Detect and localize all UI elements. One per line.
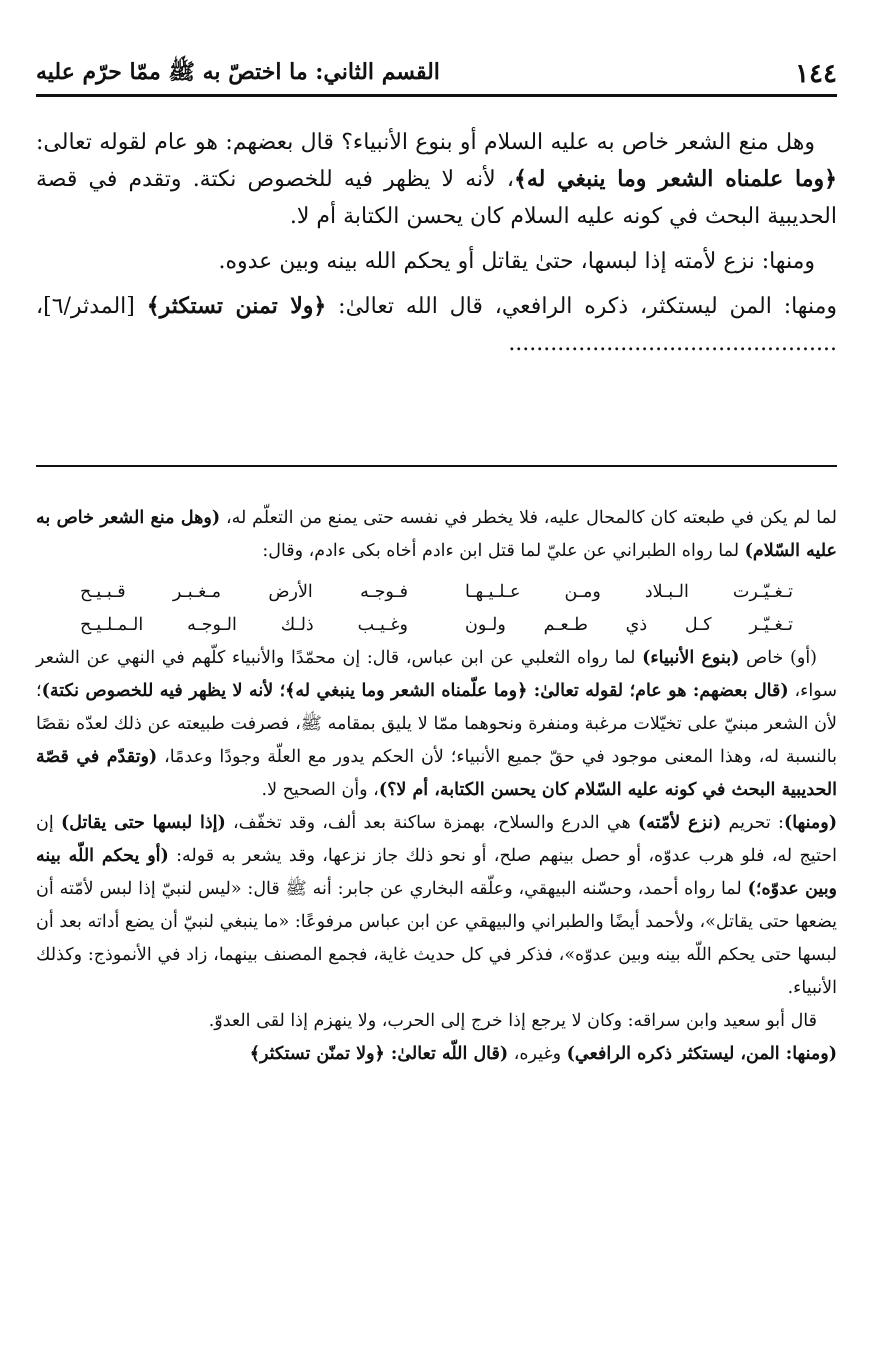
poem-hemistich: تـغـيّـر كـل ذي طـعـم ولـون: [465, 615, 793, 635]
quoted-matn: (ومنها: المن، ليستكثر ذكره الرافعي): [566, 1044, 837, 1064]
text-run: إن احتيج له، فلو هرب عدوّه، أو حصل بينهم صلح، أو نحو ذلك جاز نزعها، وقد يشعر به قوله:: [36, 813, 837, 866]
poem: [80, 576, 793, 642]
quoted-matn: (ومنها): [783, 813, 838, 833]
commentary-paragraph: [36, 1038, 837, 1071]
quran-quote: ﴿ولا تمنن تستكثر﴾: [146, 293, 327, 319]
commentary-paragraph: [36, 642, 837, 807]
commentary-paragraph: [36, 807, 837, 1005]
main-paragraph: [36, 243, 837, 280]
main-paragraph: [36, 288, 837, 362]
text-run: ، وأن الصحيح لا.: [261, 780, 379, 800]
commentary-text: [36, 502, 837, 1071]
text-run: لما رواه الثعلبي عن ابن عباس، قال: إن محمّدًا والأنبياء كلّهم في النهي عن الشعر سواء،: [36, 648, 837, 701]
poem-line: [80, 576, 793, 609]
text-run: (أو) خاص: [739, 648, 818, 668]
quoted-matn: (وهل منع الشعر خاص به عليه السّلام): [36, 508, 837, 561]
text-run: هي الدرع والسلاح، بهمزة ساكنة بعد ألف، وقد تخفّف،: [225, 813, 638, 833]
text-run: لما رواه الطبراني عن عليّ لما قتل ابن ءادم أخاه بكى ءادم، وقال:: [262, 541, 745, 561]
commentary-paragraph: [36, 1005, 837, 1038]
text-run: قال أبو سعيد وابن سراقه: وكان لا يرجع إذا خرج إلى الحرب، ولا ينهزم إذا لقى العدوّ.: [208, 1011, 817, 1031]
quoted-matn: (قال اللّه تعالىٰ: ﴿ولا تمنّن تستكثر﴾: [249, 1044, 509, 1064]
text-run: ؛ لأن الشعر مبنيّ على تخيّلات مرغبة ومنفرة ونحوهما ممّا لا يليق بمقامه ﷺ، فصرفت طبيعته عن ذلك لعدّه نقصًا بالنسبة له، وهذا المعنى موجود في حقّ جميع الأنبياء؛ لأن الحكم يدور مع العلّة وجودًا وعدمًا،: [36, 681, 837, 767]
text-run: : تحريم: [721, 813, 784, 833]
text-run: وغيره،: [508, 1044, 567, 1064]
running-header: [36, 54, 837, 97]
quoted-matn: (وتقدّم في قصّة الحديبية البحث في كونه عليه السّلام كان يحسن الكتابة، أم لا؟): [36, 747, 837, 800]
quoted-matn: (نزع لأمّته): [637, 813, 722, 833]
text-run: ومنها: نزع لأمته إذا لبسها، حتىٰ يقاتل أو يحكم الله بينه وبين عدوه.: [218, 249, 815, 274]
quoted-matn: (أو يحكم اللّه بينه وبين عدوّه؛): [36, 846, 838, 899]
poem-hemistich: تـغـيّـرت الـبـلاد ومـن عـلـيـهـا: [465, 582, 793, 602]
text-run: ، لأنه لا يظهر فيه للخصوص نكتة. وتقدم في قصة الحديبية البحث في كونه عليه السلام كان يحسن الكتابة أم لا.: [36, 167, 837, 229]
quoted-matn: (قال بعضهم: هو عام؛ لقوله تعالىٰ: ﴿وما علّمناه الشعر وما ينبغي له﴾؛ لأنه لا يظهر فيه للخصوص نكتة): [41, 681, 789, 701]
text-run: لما رواه أحمد، وحسّنه البيهقي، وعلّقه البخاري عن جابر: أنه ﷺ قال: «ليس لنبيّ إذا لبس لأمّته أن يضعها حتى يقاتل»، ولأحمد أيضًا والطبراني والبيهقي عن ابن عباس مرفوعًا: «ما ينبغي لنبيّ أن يضع أداته بعد أن لبسها حتى يحكم اللّه بينه وبين عدوّه»، فذكر في كل حديث غاية، فجمع المصنف بينهما، زاد في الأنموذج: وكذلك الأنبياء.: [36, 879, 837, 998]
running-title: القسم الثاني: ما اختصّ به ﷺ ممّا حرّم عليه: [36, 59, 440, 85]
commentary-paragraph: [36, 502, 837, 568]
text-run: ومنها: المن ليستكثر، ذكره الرافعي، قال الله تعالىٰ:: [326, 294, 837, 319]
main-text: [36, 124, 837, 362]
poem-hemistich: فـوجـه الأرض مـغـبـر قـبـيـح: [80, 582, 408, 602]
poem-line: [80, 609, 793, 642]
quoted-matn: (إذا لبسها حتى يقاتل): [60, 813, 226, 833]
poem-hemistich: وغـيـب ذلـك الـوجـه الـمـلـيـح: [80, 615, 408, 635]
ellipsis-dots: ...............................................: [508, 331, 837, 356]
quoted-matn: (بنوع الأنبياء): [642, 648, 740, 668]
footnote-separator: [36, 465, 837, 467]
text-run: وهل منع الشعر خاص به عليه السلام أو بنوع الأنبياء؟ قال بعضهم: هو عام لقوله تعالى:: [36, 130, 815, 155]
main-paragraph: [36, 124, 837, 235]
text-run: لما لم يكن في طبعته كان كالمحال عليه، فلا يخطر في نفسه حتى يمنع من التعلّم له،: [220, 508, 838, 528]
quran-quote: ﴿وما علمناه الشعر وما ينبغي له﴾: [513, 166, 838, 192]
page-number: ١٤٤: [795, 59, 837, 89]
text-run: [المدثر/٦]،: [36, 294, 147, 319]
